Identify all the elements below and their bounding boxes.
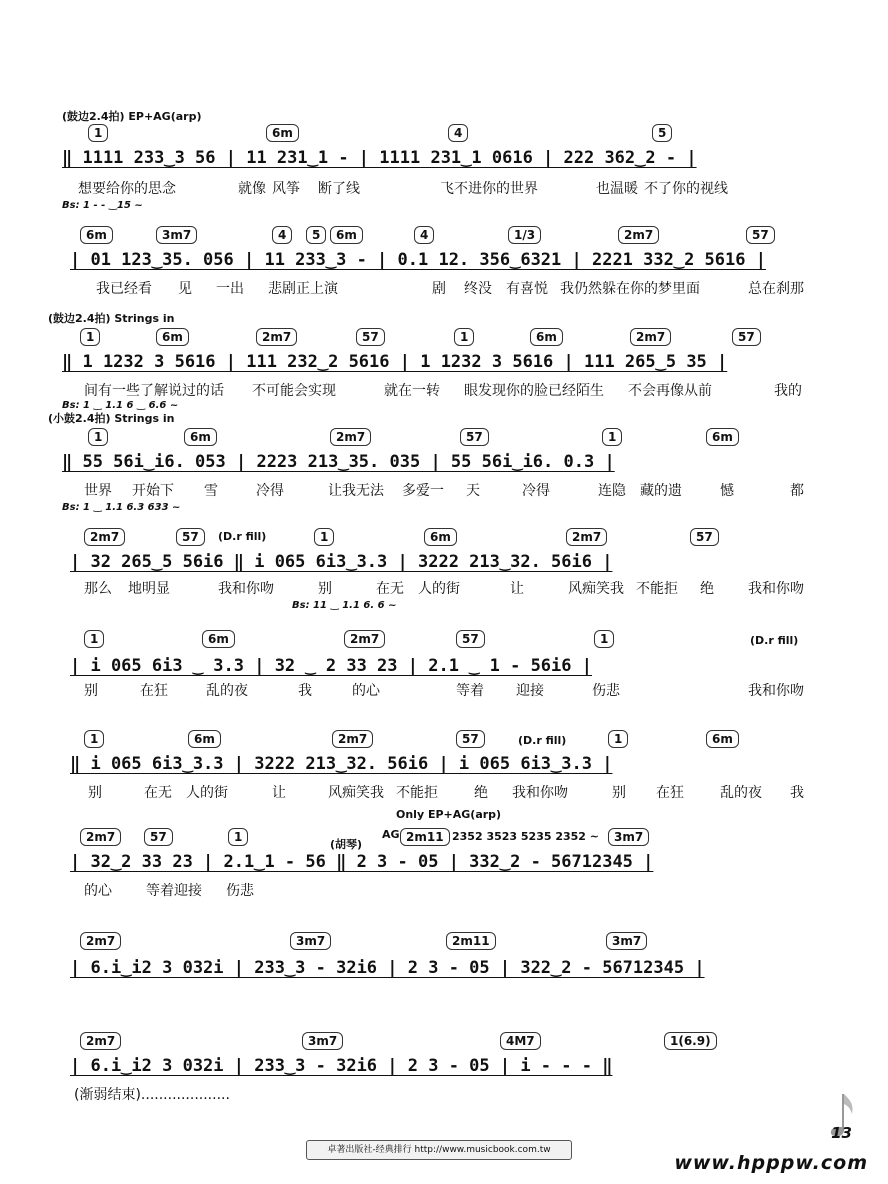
chord-box: 6m <box>184 428 217 446</box>
notation-line: | 32 265‿5 56i6 ‖ i 065 6i3‿3.3 | 3222 213‿32. 56i6 | <box>70 552 613 572</box>
lyric: 地明显 <box>128 581 170 597</box>
lyric: 都 <box>790 483 804 499</box>
chord-box: 1 <box>88 124 108 142</box>
chord-row <box>0 630 888 654</box>
chord-row <box>0 328 888 352</box>
lyric: 我和你吻 <box>218 581 274 597</box>
chord-box: 6m <box>706 428 739 446</box>
chord-box: 1 <box>602 428 622 446</box>
lyric: 我 <box>790 785 804 801</box>
chord-row <box>0 828 888 852</box>
chord-box: 2m7 <box>618 226 659 244</box>
chord-box: 57 <box>144 828 173 846</box>
lyric-row <box>0 1084 888 1108</box>
chord-box: 1 <box>314 528 334 546</box>
lyric: 想要给你的思念 <box>78 181 176 197</box>
chord-box: 1 <box>228 828 248 846</box>
bass-row <box>0 600 888 624</box>
chord-box: 1 <box>84 630 104 648</box>
bass-line: Bs: 1 - - ‿15 ~ <box>62 200 143 211</box>
chord-box: 3m7 <box>290 932 331 950</box>
notation-line: ‖ i 065 6i3‿3.3 | 3222 213‿32. 56i6 | i 065 6i3‿3.3 | <box>70 754 613 774</box>
chord-box: 1 <box>454 328 474 346</box>
lyric: 乱的夜 <box>720 785 762 801</box>
lyric: 在无 <box>376 581 404 597</box>
chord-box: 57 <box>176 528 205 546</box>
chord-box: 1(6.9) <box>664 1032 717 1050</box>
lyric: 剧 <box>432 281 446 297</box>
page-number: 13 <box>831 1124 852 1142</box>
lyric-row <box>0 278 888 302</box>
lyric: 连隐 <box>598 483 626 499</box>
lyric: 让我无法 <box>328 483 384 499</box>
system-note: (小鼓2.4拍) Strings in <box>48 412 175 425</box>
notation-line: ‖ 55 56i‿i6. 053 | 2223 213‿35. 035 | 55 56i‿i6. 0.3 | <box>62 452 615 472</box>
system-note: Only EP+AG(arp) <box>396 808 502 821</box>
chord-box: 3m7 <box>608 828 649 846</box>
lyric: 的心 <box>352 683 380 699</box>
publisher-footer: 卓著出版社-经典排行 http://www.musicbook.com.tw <box>306 1140 572 1160</box>
lyric-row <box>0 880 888 904</box>
lyric: 藏的遗 <box>640 483 682 499</box>
lyric: 迎接 <box>516 683 544 699</box>
arp-pattern: 2352 3523 5235 2352 ~ <box>452 830 599 843</box>
lyric: 那么 <box>84 581 112 597</box>
lyric-row <box>0 578 888 602</box>
system-note: (鼓边2.4拍) EP+AG(arp) <box>62 110 202 123</box>
lyric-row <box>0 178 888 202</box>
lyric: 伤悲 <box>592 683 620 699</box>
fill-note: (D.r fill) <box>218 530 267 543</box>
lyric-row <box>0 480 888 504</box>
lyric-row <box>0 782 888 806</box>
chord-box: 57 <box>746 226 775 244</box>
chord-box: 2m7 <box>80 1032 121 1050</box>
lyric: 雪 <box>204 483 218 499</box>
chord-row <box>0 730 888 754</box>
chord-row <box>0 428 888 452</box>
lyric: 终没 <box>464 281 492 297</box>
lyric: 别 <box>88 785 102 801</box>
lyric: 一出 <box>216 281 244 297</box>
lyric: 也温暖 <box>596 181 638 197</box>
chord-box: 2m7 <box>256 328 297 346</box>
lyric: 不了你的视线 <box>644 181 728 197</box>
lyric: 在狂 <box>140 683 168 699</box>
chord-box: 6m <box>188 730 221 748</box>
chord-box: 2m7 <box>344 630 385 648</box>
chord-box: 2m11 <box>446 932 496 950</box>
chord-box: 2m7 <box>80 932 121 950</box>
bass-line: Bs: 1 ‿ 1.1 6.3 633 ~ <box>62 502 181 513</box>
notation-line: | 6.i‿i2 3 032i | 233‿3 - 32i6 | 2 3 - 05 | i - - - ‖ <box>70 1056 613 1076</box>
lyric: 让 <box>272 785 286 801</box>
lyric: 我和你吻 <box>748 581 804 597</box>
chord-box: 1 <box>88 428 108 446</box>
chord-box: 57 <box>456 630 485 648</box>
chord-box: 2m7 <box>630 328 671 346</box>
chord-row <box>0 124 888 148</box>
chord-box: 6m <box>706 730 739 748</box>
chord-box: 6m <box>424 528 457 546</box>
notation-line: ‖ 1 1232 3 5616 | 111 232‿2 5616 | 1 1232 3 5616 | 111 265‿5 35 | <box>62 352 728 372</box>
chord-box: 5 <box>306 226 326 244</box>
chord-box: 3m7 <box>606 932 647 950</box>
chord-box: 2m7 <box>330 428 371 446</box>
chord-box: 6m <box>156 328 189 346</box>
lyric: 风筝 <box>272 181 300 197</box>
ag-note: AG <box>382 828 400 841</box>
fill-note: (D.r fill) <box>750 634 799 647</box>
lyric: 多爱一 <box>402 483 444 499</box>
chord-box: 2m7 <box>80 828 121 846</box>
lyric: 别 <box>612 785 626 801</box>
bass-line: Bs: 11 ‿ 1.1 6. 6 ~ <box>292 600 397 611</box>
chord-box: 2m7 <box>566 528 607 546</box>
lyric: 间有一些了解说过的话 <box>84 383 224 399</box>
lyric: 天 <box>466 483 480 499</box>
site-watermark: www.hpppw.com <box>674 1152 868 1174</box>
lyric: 断了线 <box>318 181 360 197</box>
lyric: 见 <box>178 281 192 297</box>
system-note: (鼓边2.4拍) Strings in <box>48 312 175 325</box>
lyric: 伤悲 <box>226 883 254 899</box>
lyric: 不会再像从前 <box>628 383 712 399</box>
lyric: 我仍然躲在你的梦里面 <box>560 281 700 297</box>
chord-box: 4 <box>414 226 434 244</box>
chord-box: 3m7 <box>302 1032 343 1050</box>
chord-box: 6m <box>330 226 363 244</box>
lyric: 在无 <box>144 785 172 801</box>
chord-box: 6m <box>266 124 299 142</box>
chord-row <box>0 528 888 552</box>
lyric: 乱的夜 <box>206 683 248 699</box>
chord-box: 3m7 <box>156 226 197 244</box>
chord-box: 6m <box>80 226 113 244</box>
lyric: 总在刹那 <box>748 281 804 297</box>
chord-box: 1 <box>84 730 104 748</box>
lyric: 在狂 <box>656 785 684 801</box>
lyric: 绝 <box>474 785 488 801</box>
notation-line: | i 065 6i3 ‿ 3.3 | 32 ‿ 2 33 23 | 2.1 ‿ 1 - 56i6 | <box>70 656 592 676</box>
lyric: 我和你吻 <box>748 683 804 699</box>
chord-row <box>0 932 888 956</box>
lyric: 世界 <box>84 483 112 499</box>
chord-box: 57 <box>456 730 485 748</box>
lyric: 有喜悦 <box>506 281 548 297</box>
lyric: 不能拒 <box>636 581 678 597</box>
chord-box: 57 <box>732 328 761 346</box>
notation-line: | 01 123‿35. 056 | 11 233‿3 - | 0.1 12. 356‿6321 | 2221 332‿2 5616 | <box>70 250 766 270</box>
lyric: 眼发现你的脸已经陌生 <box>464 383 604 399</box>
lyric: 开始下 <box>132 483 174 499</box>
chord-box: 57 <box>356 328 385 346</box>
lyric: 我 <box>298 683 312 699</box>
lyric-row <box>0 680 888 704</box>
notation-line: ‖ 1111 233‿3 56 | 11 231‿1 - | 1111 231‿1 0616 | 222 362‿2 - | <box>62 148 697 168</box>
lyric: 风痴笑我 <box>328 785 384 801</box>
chord-box: 4 <box>272 226 292 244</box>
chord-box: 2m7 <box>332 730 373 748</box>
chord-box: 2m7 <box>84 528 125 546</box>
lyric: 不可能会实现 <box>252 383 336 399</box>
chord-box: 57 <box>460 428 489 446</box>
bass-row <box>0 502 888 526</box>
lyric: 不能拒 <box>396 785 438 801</box>
chord-box: 2m11 <box>400 828 450 846</box>
lyric: 等着迎接 <box>146 883 202 899</box>
chord-box: 6m <box>202 630 235 648</box>
chord-box: 4M7 <box>500 1032 541 1050</box>
notation-line: | 6.i‿i2 3 032i | 233‿3 - 32i6 | 2 3 - 05 | 322‿2 - 56712345 | <box>70 958 705 978</box>
lyric: 冷得 <box>522 483 550 499</box>
chord-box: 1 <box>608 730 628 748</box>
chord-box: 6m <box>530 328 563 346</box>
chord-box: 5 <box>652 124 672 142</box>
notation-line: | 32‿2 33 23 | 2.1‿1 - 56 ‖ 2 3 - 05 | 332‿2 - 56712345 | <box>70 852 654 872</box>
chord-box: 4 <box>448 124 468 142</box>
bass-row <box>0 200 888 224</box>
ending-text: (渐弱结束).................... <box>74 1087 230 1103</box>
chord-box: 57 <box>690 528 719 546</box>
lyric: 飞不进你的世界 <box>440 181 538 197</box>
lyric: 绝 <box>700 581 714 597</box>
lyric: 就在一转 <box>384 383 440 399</box>
lyric: 人的街 <box>186 785 228 801</box>
lyric: 别 <box>84 683 98 699</box>
lyric: 我和你吻 <box>512 785 568 801</box>
lyric: 等着 <box>456 683 484 699</box>
chord-box: 1 <box>80 328 100 346</box>
lyric: 人的街 <box>418 581 460 597</box>
chord-row <box>0 1032 888 1056</box>
fill-note: (D.r fill) <box>518 734 567 747</box>
lyric: 风痴笑我 <box>568 581 624 597</box>
lyric: 憾 <box>720 483 734 499</box>
chord-box: 1 <box>594 630 614 648</box>
chord-box: 1/3 <box>508 226 541 244</box>
lyric: 就像 <box>238 181 266 197</box>
huqin-note: (胡琴) <box>330 838 363 851</box>
lyric: 我已经看 <box>96 281 152 297</box>
lyric: 的心 <box>84 883 112 899</box>
chord-row <box>0 226 888 250</box>
bass-line: Bs: 1 ‿ 1.1 6 ‿ 6.6 ~ <box>62 400 179 411</box>
lyric: 别 <box>318 581 332 597</box>
lyric: 让 <box>510 581 524 597</box>
lyric: 我的 <box>774 383 802 399</box>
lyric: 悲剧正上演 <box>268 281 338 297</box>
lyric: 冷得 <box>256 483 284 499</box>
